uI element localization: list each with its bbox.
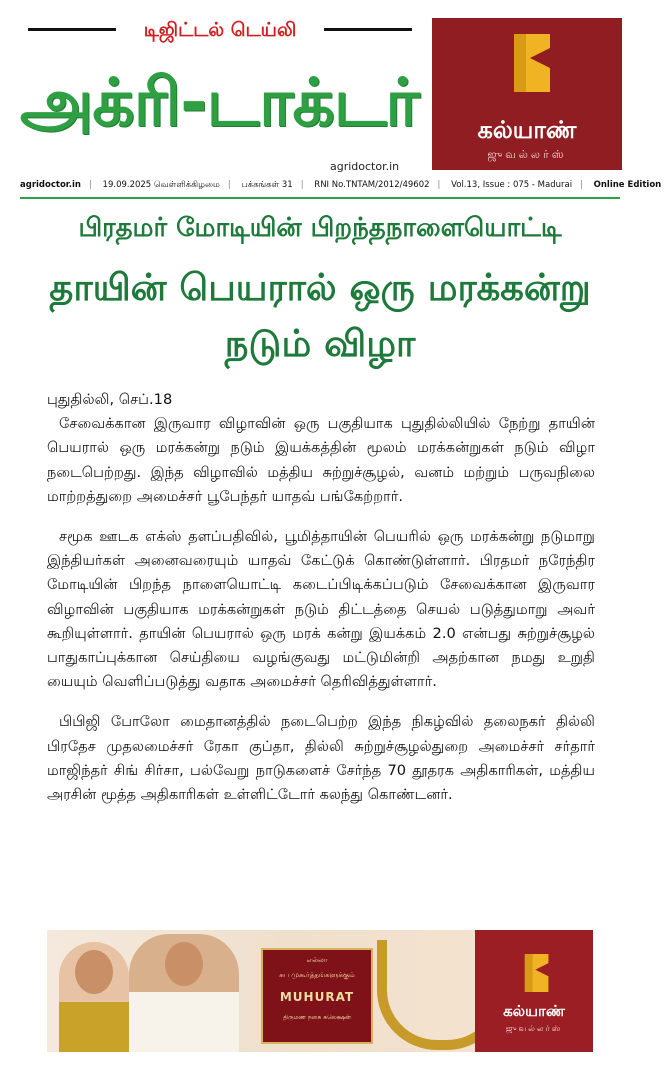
article-kicker: பிரதமர் மோடியின் பிறந்தநாளையொட்டி [78, 213, 562, 243]
info-site[interactable]: agridoctor.in [20, 180, 81, 190]
masthead-divider [20, 197, 620, 199]
tagline-rule-left [28, 28, 116, 31]
ad-model-man [129, 934, 239, 1052]
article-paragraph: பிபிஜி போலோ மைதானத்தில் நடைபெற்ற இந்த நிகழ்வில் தலைநகர் தில்லி பிரதேச முதலமைச்சர் ரேகா குப்தா, தில்லி சுற்றுச்சூழல்துறை அமைச்சர் சர்தார் மாஜிந்தர் சிங் சிர்சா, பல்வேறு நாடுகளைச் சேர்ந்த 70 தூதரக அதிகாரிகள், மத்திய அரசின் மூத்த அதிகாரிகள் உள்ளிட்டோர் கலந்து கொண்டனர். [47, 713, 595, 804]
article-headline: தாயின் பெயரால் ஒரு மரக்கன்று நடும் விழா [49, 266, 591, 365]
article-dateline: புதுதில்லி, செப்.18 [47, 391, 173, 408]
brand-url[interactable]: agridoctor.in [330, 160, 400, 173]
ad-bottom-brand: கல்யாண் [503, 1002, 565, 1020]
info-edition: Online Edition [593, 180, 662, 190]
muhurat-line3: திருமண நகை கலெக்ஷன் [283, 1014, 351, 1021]
article-paragraph: சமூக ஊடக எக்ஸ் தளப்பதிவில், பூமித்தாயின் பெயரில் ஒரு மரக்கன்று நடுமாறு இந்தியர்கள் அனைவரையும் யாதவ் கேட்டுக் கொண்டுள்ளார். பிரதமர் நரேந்திர மோடியின் பிறந்த நாளையொட்டி கடைப்பிடிக்கப்படும் சேவைக்கான இருவார விழாவின் பகுதியாக மரக்கன்றுகள் நடும் திட்டத்தை செயல் படுத்துமாறு அவர் கூறியுள்ளார். தாயின் பெயரால் ஒரு மரக் கன்று இயக்கம் 2.0 என்பது சுற்றுச்சூழல் பாதுகாப்புக்கான செய்தியை வழங்குவது மட்டுமின்றி அதற்கான நமது உறுதி யையும் வெளிப்படுத்து வதாக அமைச்சர் தெரிவித்துள்ளார். [47, 528, 595, 691]
ad-bottom-brand-panel [475, 930, 593, 1052]
info-volume: Vol.13, Issue : 075 - Madurai [451, 180, 573, 190]
kalyan-ad-top[interactable] [432, 18, 622, 170]
tagline-rule-right [324, 28, 412, 31]
article-paragraph: சேவைக்கான இருவார விழாவின் ஒரு பகுதியாக புதுதில்லியில் நேற்று தாயின் பெயரால் ஒரு மரக்கன்று நடும் இயக்கத்தின் மூலம் மரக்கன்றுகள் நடும் விழா நடைபெற்றது. இந்த விழாவில் மத்திய சுற்றுச்சூழல், வனம் மற்றும் பருவநிலை மாற்றத்துறை அமைச்சர் பூபேந்தர் யாதவ் பங்கேற்றார். [47, 415, 595, 505]
masthead [0, 0, 662, 200]
ad-top-sub: ஜுவல்லர்ஸ் [487, 148, 567, 161]
info-rni: RNI No.TNTAM/2012/49602 [314, 180, 430, 190]
ad-top-brand: கல்யாண் [477, 116, 577, 144]
tagline: டிஜிட்டல் டெய்லி [143, 19, 297, 41]
newspaper-logo[interactable]: அக்ரி-டாக்டர் [20, 64, 419, 141]
tagline-row [28, 18, 412, 44]
article-body [47, 388, 595, 823]
edition-info-bar: agridoctor.in | 19.09.2025 வெள்ளிக்கிழமை | பக்கங்கள் 31 | RNI No.TNTAM/2012/49602 | Vol.13, Issue : 075 - Madurai | Online Edition [20, 180, 662, 190]
kalyan-logo-icon [506, 34, 550, 92]
muhurat-line1: எல்லா [306, 956, 328, 964]
muhurat-title: MUHURAT [279, 990, 355, 1004]
info-date: 19.09.2025 வெள்ளிக்கிழமை [102, 180, 220, 190]
info-pages: பக்கங்கள் 31 [241, 180, 293, 190]
muhurat-badge [261, 948, 373, 1044]
kalyan-logo-icon [519, 954, 549, 992]
muhurat-line2: சுப முகூர்த்தங்களுக்கும் [279, 971, 355, 979]
ad-model-woman [59, 942, 129, 1052]
ad-bottom-sub: ஜுவல்லர்ஸ் [505, 1024, 563, 1033]
kalyan-ad-bottom[interactable] [47, 930, 593, 1052]
